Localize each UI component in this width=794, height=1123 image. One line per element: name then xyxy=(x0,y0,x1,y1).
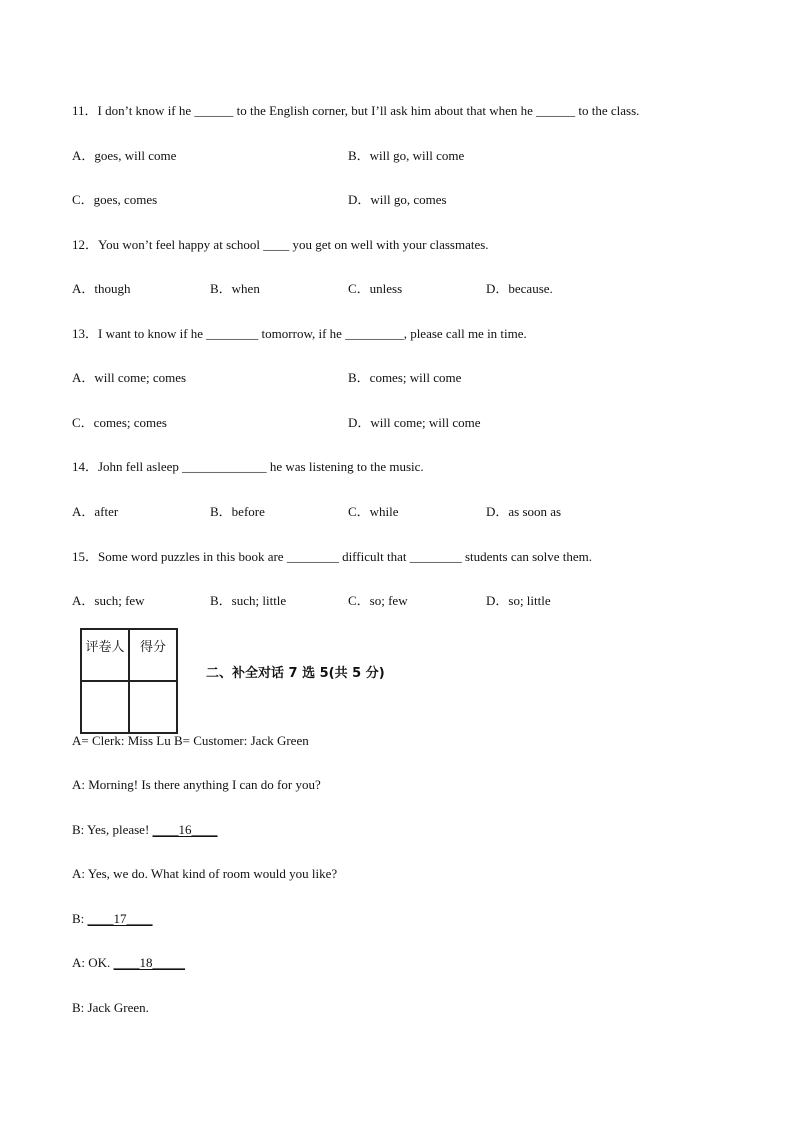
question-13-stem: 13．I want to know if he ________ tomorrow, if he _________, please call me in time. xyxy=(72,326,527,341)
dialogue-line xyxy=(72,866,337,882)
question-15-option-a[interactable]: A．such; few xyxy=(72,593,145,608)
question-12-option-a[interactable]: A．though xyxy=(72,281,131,296)
dialogue-line xyxy=(72,777,321,793)
question-13-option-b[interactable]: B．comes; will come xyxy=(348,370,462,385)
question-11-option-c[interactable]: C．goes, comes xyxy=(72,192,158,207)
question-11-option-b[interactable]: B．will go, will come xyxy=(348,148,465,163)
question-14-option-b[interactable]: B．before xyxy=(210,504,265,519)
grader-header: 评卷人 xyxy=(81,629,129,681)
question-14-option-c[interactable]: C．while xyxy=(348,504,399,519)
question-11-option-a[interactable]: A．goes, will come xyxy=(72,148,177,163)
score-header: 得分 xyxy=(129,629,177,681)
question-15-option-c[interactable]: C．so; few xyxy=(348,593,408,608)
blank-17[interactable]: ____17____ xyxy=(87,911,153,926)
question-11-stem: 11．I don’t know if he ______ to the English corner, but I’ll ask him about that when he ______ to the class. xyxy=(72,103,640,118)
dialogue-line xyxy=(72,1000,149,1016)
dialogue-text: A: Morning! Is there anything I can do for you? xyxy=(72,777,321,792)
question-13-option-c[interactable]: C．comes; comes xyxy=(72,415,167,430)
question-14-stem: 14．John fell asleep _____________ he was listening to the music. xyxy=(72,459,424,474)
question-14-option-d[interactable]: D．as soon as xyxy=(486,504,562,519)
dialogue-line xyxy=(72,911,153,927)
section-title: 二、补全对话 7 选 5(共 5 分) xyxy=(206,666,385,681)
question-15-option-b[interactable]: B．such; little xyxy=(210,593,287,608)
dialogue-line xyxy=(72,822,218,838)
grader-cell[interactable] xyxy=(81,681,129,733)
question-12-option-b[interactable]: B．when xyxy=(210,281,260,296)
question-12-stem: 12．You won’t feel happy at school ____ you get on well with your classmates. xyxy=(72,237,489,252)
question-13-option-a[interactable]: A．will come; comes xyxy=(72,370,187,385)
blank-16[interactable]: ____16____ xyxy=(152,822,218,837)
question-15-option-d[interactable]: D．so; little xyxy=(486,593,551,608)
question-15-stem: 15．Some word puzzles in this book are ________ difficult that ________ students can solve them. xyxy=(72,549,593,564)
dialogue-line xyxy=(72,955,185,971)
question-12-option-d[interactable]: D．because. xyxy=(486,281,553,296)
dialogue-text: B: Jack Green. xyxy=(72,1000,149,1015)
question-13-option-d[interactable]: D．will come; will come xyxy=(348,415,481,430)
dialogue-text: B: Yes, please! xyxy=(72,822,153,837)
dialogue-text: A: Yes, we do. What kind of room would you like? xyxy=(72,866,338,881)
dialogue-text: B: xyxy=(72,911,88,926)
blank-18[interactable]: ____18_____ xyxy=(113,955,186,970)
score-table xyxy=(80,628,178,734)
question-14-option-a[interactable]: A．after xyxy=(72,504,119,519)
question-12-option-c[interactable]: C．unless xyxy=(348,281,403,296)
score-cell[interactable] xyxy=(129,681,177,733)
dialogue-text: A: OK. xyxy=(72,955,114,970)
question-11-option-d[interactable]: D．will go, comes xyxy=(348,192,447,207)
dialogue-roles: A= Clerk: Miss Lu B= Customer: Jack Green xyxy=(72,733,309,748)
